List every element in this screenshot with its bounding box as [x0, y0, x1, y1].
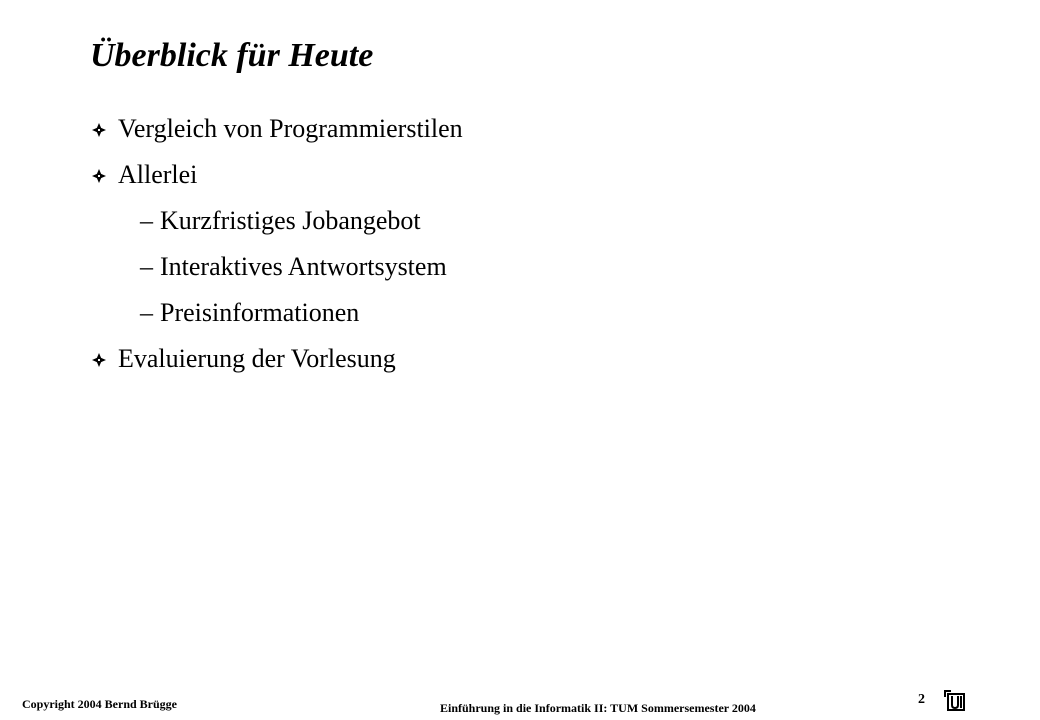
dash-marker: – — [140, 252, 153, 281]
slide-title: Überblick für Heute — [90, 37, 374, 74]
diamond-bullet-icon — [92, 123, 106, 137]
tum-logo-icon — [944, 690, 966, 712]
bullet-text: Evaluierung der Vorlesung — [118, 344, 396, 373]
diamond-bullet-icon — [92, 169, 106, 183]
footer-course-title: Einführung in die Informatik II: TUM Sommersemester 2004 — [440, 701, 756, 715]
bullet-text: Vergleich von Programmierstilen — [118, 114, 463, 143]
diamond-bullet-icon — [92, 353, 106, 367]
bullet-text: Preisinformationen — [160, 298, 360, 327]
dash-marker: – — [140, 206, 153, 235]
dash-marker: – — [140, 298, 153, 327]
bullet-text: Allerlei — [118, 160, 198, 189]
footer-copyright: Copyright 2004 Bernd Brügge — [22, 697, 178, 711]
bullet-text: Interaktives Antwortsystem — [160, 252, 447, 281]
bullet-text: Kurzfristiges Jobangebot — [160, 206, 421, 235]
page-number: 2 — [918, 692, 925, 707]
